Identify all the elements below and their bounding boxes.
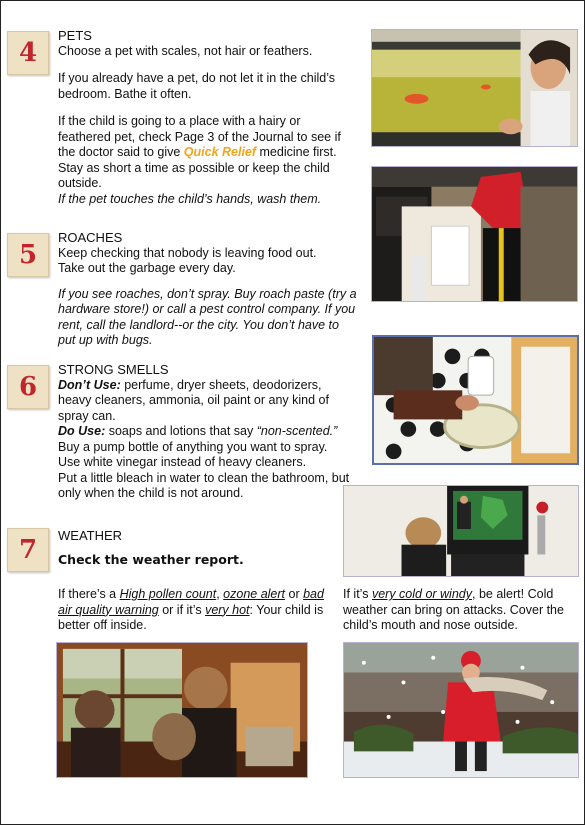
non-scented-quote: “non-scented.” [256,424,338,438]
heading-smells: STRONG SMELLS [58,362,169,377]
heading-weather: WEATHER [58,528,123,543]
smells-line4: Use white vinegar instead of heavy cleaners. [58,455,307,469]
section-number-pets: 4 [7,31,49,75]
section-weather-head [58,528,338,567]
photo-weather-tv [343,485,579,577]
weather-left-c: or [285,587,304,601]
roaches-line1: Keep checking that nobody is leaving food out. [58,245,317,260]
very-cold-or-windy: very cold or windy [371,587,472,601]
roaches-line2: Take out the garbage every day. [58,261,236,275]
smells-line5: Put a little bleach in water to clean the bathroom, but only when the child is not around. [58,470,350,500]
photo-bleach-bucket [372,335,579,465]
pets-line3 [58,114,348,192]
weather-left-a: If there’s a [58,587,120,601]
pets-line3-text: If the child is going to a place with a hairy or feathered pet, check Page 3 of the Journal to see if the doctor said to give [58,114,341,159]
pets-line3-text-end: medicine first. Stay as short a time as possible or keep the child outside. [58,145,337,190]
photo-trash-can [371,166,578,302]
section-number-smells: 6 [7,365,49,409]
pets-line4: If the pet touches the child’s hands, wash them. [58,191,322,206]
section-number-weather: 7 [7,528,49,572]
bad-label: bad [303,587,324,601]
pets-line1: Choose a pet with scales, not hair or feathers. [58,43,313,58]
pets-line2: If you already have a pet, do not let it in the child’s bedroom. Bathe it often. [58,71,336,101]
smells-line3: Buy a pump bottle of anything you want to spray. [58,439,328,454]
photo-kids-window [56,642,308,778]
smells-dont [58,378,353,425]
weather-right-b: , be alert! Cold weather can bring on attacks. Cover the child’s mouth and nose outside. [343,587,564,632]
weather-right-a: If it’s [343,587,372,601]
weather-subheading: Check the weather report. [58,551,244,567]
photo-child-snow [343,642,579,778]
dont-use-label: Don’t Use: [58,377,121,392]
weather-left-e: or if it’s [158,602,206,617]
section-number-roaches: 5 [7,233,49,277]
do-use-label: Do Use: [58,424,106,438]
very-hot: very hot [205,602,250,617]
section-smells [58,362,353,502]
do-use-text: soaps and lotions that say [105,424,257,438]
smells-do [58,424,353,440]
roaches-line3: If you see roaches, don’t spray. Buy roach paste (try a hardware store!) or call a pest control company. If you rent, call the landlord--or the city. You don’t have to put up with bugs. [58,286,357,347]
weather-left-b: , [216,587,224,601]
weather-left-f: : Your child is better off inside. [58,602,324,632]
section-pets [58,28,348,207]
weather-left-text [58,587,338,634]
high-pollen-count: High pollen count [119,587,217,601]
heading-pets: PETS [58,28,92,43]
photo-aquarium [371,29,578,147]
heading-roaches: ROACHES [58,230,123,245]
air-quality-warning: air quality warning [58,602,159,617]
quick-relief-label: Quick Relief [183,145,257,159]
ozone-alert: ozone alert [223,587,286,601]
weather-left-para [58,587,338,634]
dont-use-text: perfume, dryer sheets, deodorizers, heavy cleaners, ammonia, oil paint or any kind of spray can. [58,377,329,423]
weather-right-text [343,587,581,634]
section-roaches [58,230,358,349]
weather-right-para [343,587,581,634]
